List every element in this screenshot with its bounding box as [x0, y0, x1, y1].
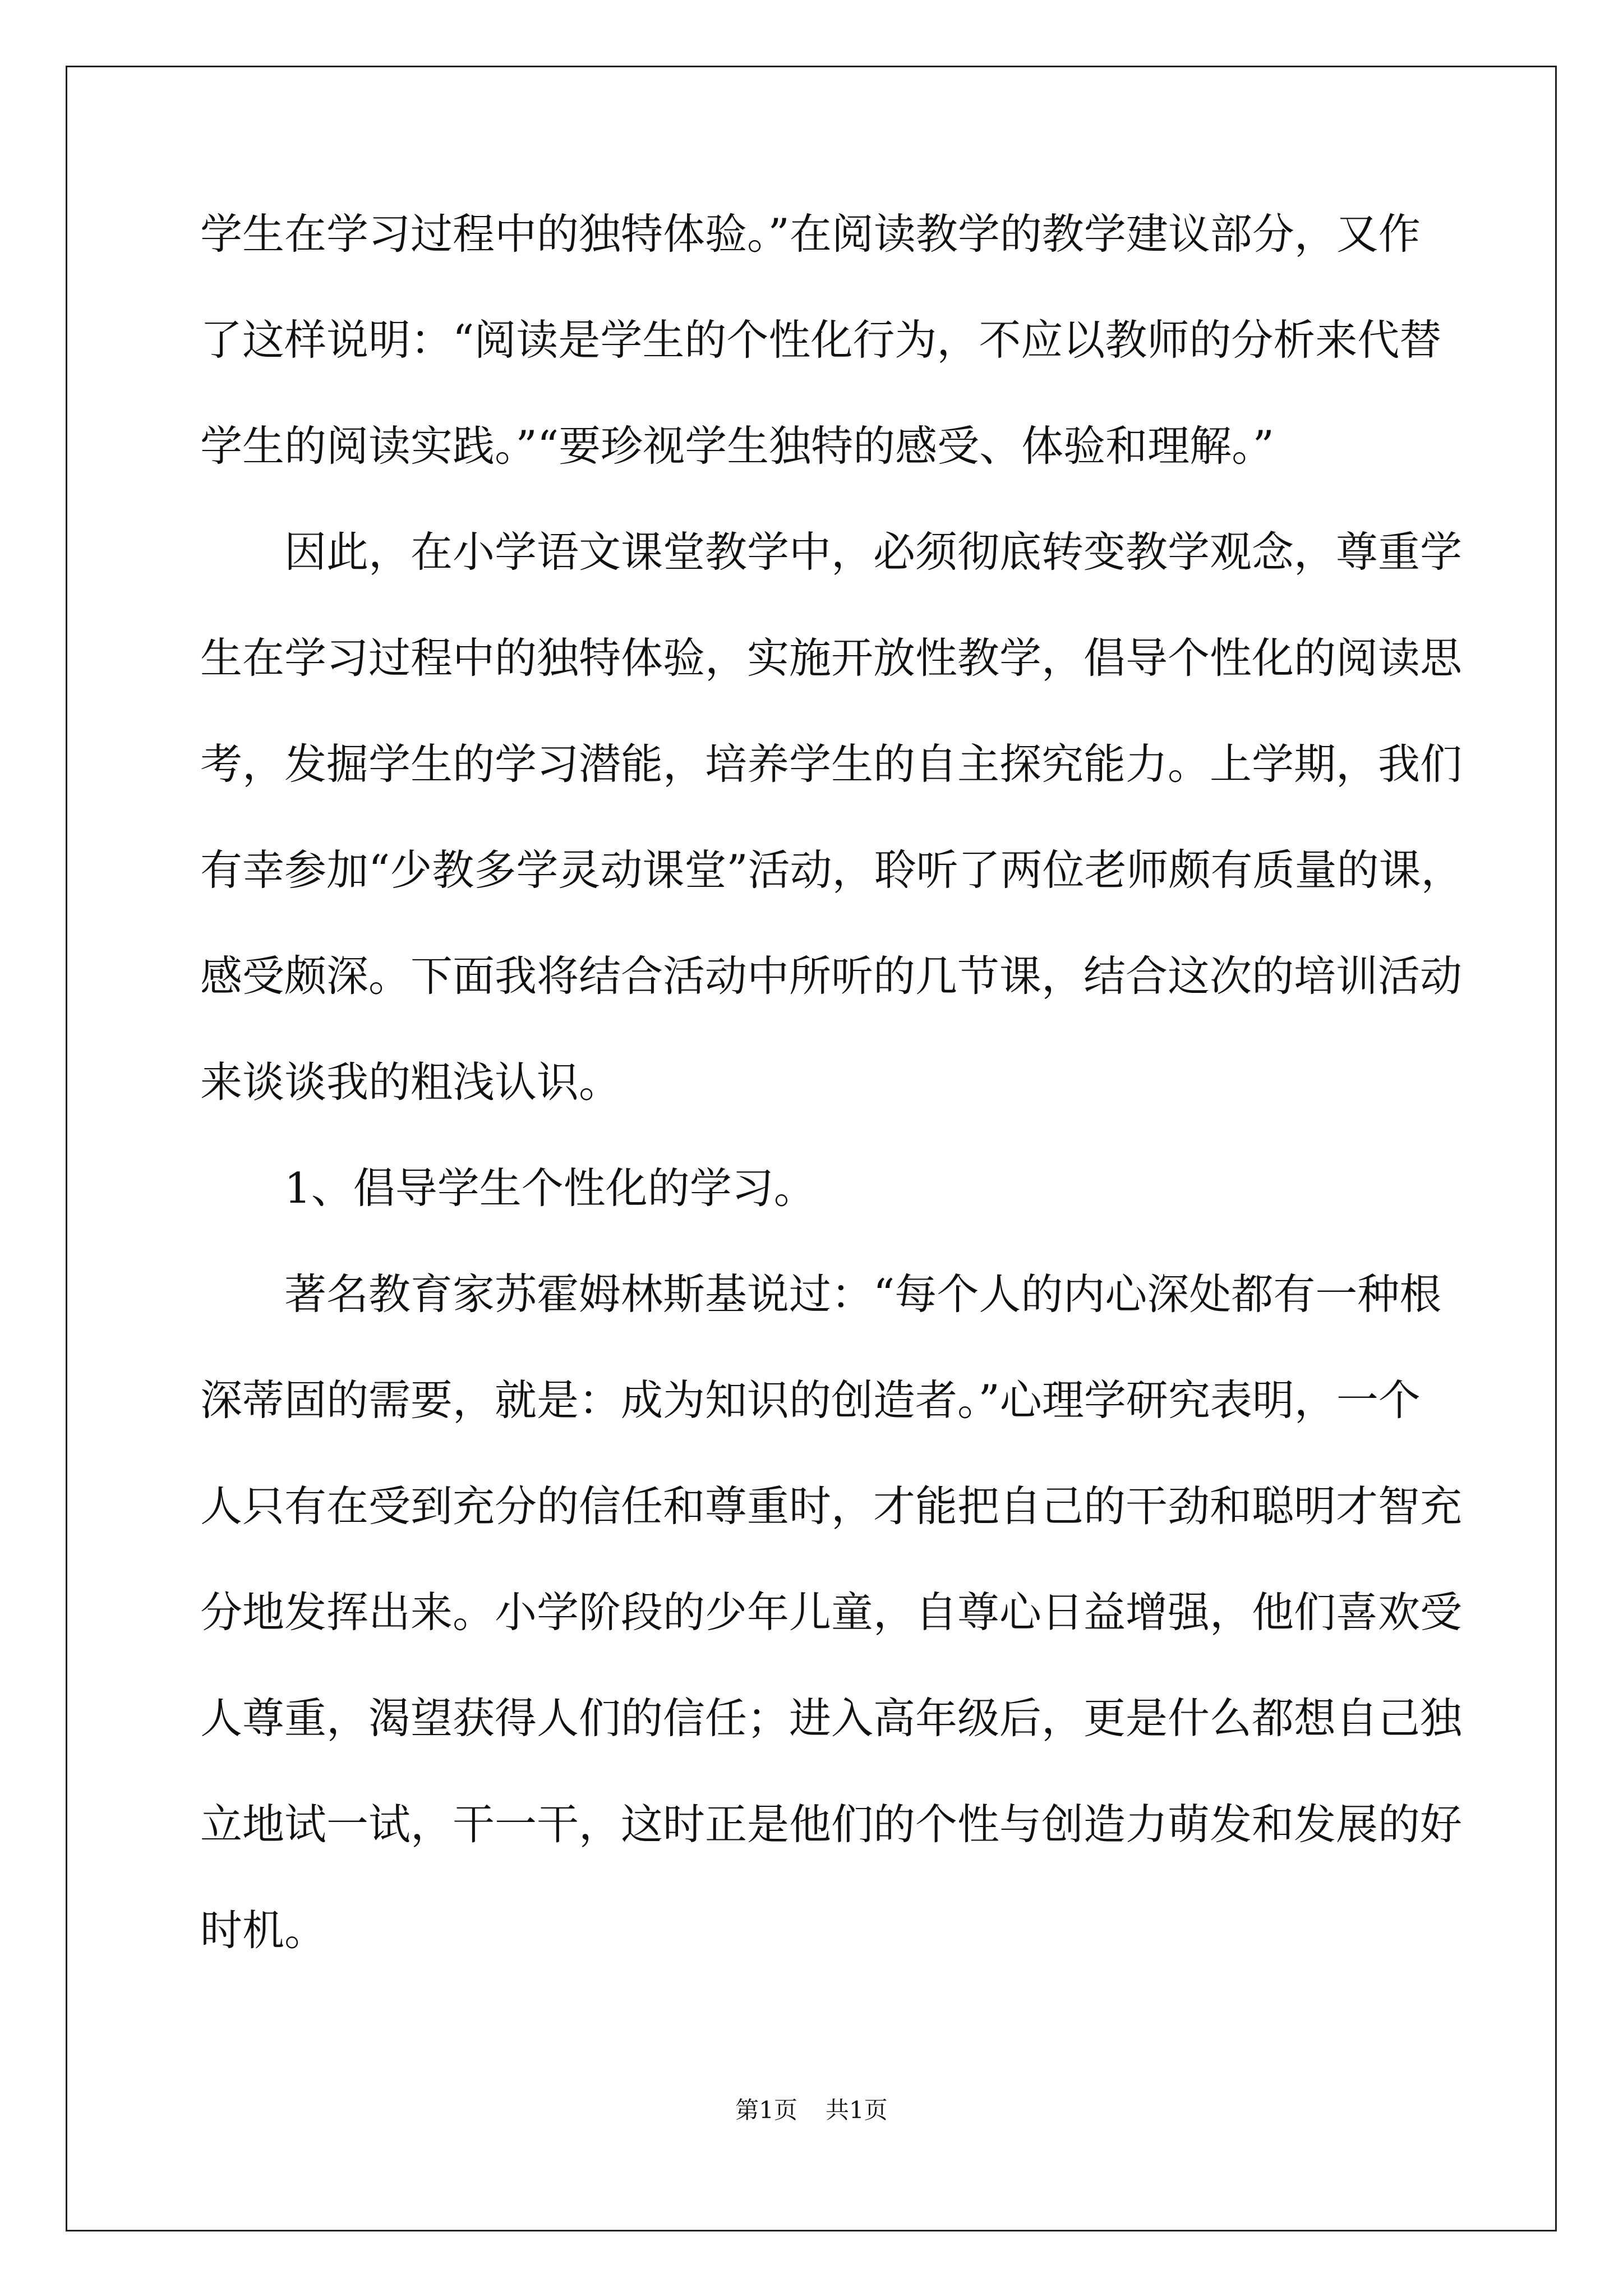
- paragraph-start-line: 著名教育家苏霍姆林斯基说过：“每个人的内心深处都有一种根: [284, 1269, 1442, 1319]
- text-line: 感受颇深。下面我将结合活动中所听的几节课，结合这次的培训活动: [200, 951, 1463, 1001]
- text-line: 人只有在受到充分的信任和尊重时，才能把自己的干劲和聪明才智充: [200, 1481, 1463, 1531]
- paragraph-start-line: 因此，在小学语文课堂教学中，必须彻底转变教学观念，尊重学: [284, 527, 1463, 577]
- page-number: 第1页: [735, 2096, 797, 2124]
- text-line: 学生的阅读实践。”“要珍视学生独特的感受、体验和理解。”: [200, 421, 1275, 471]
- text-line: 分地发挥出来。小学阶段的少年儿童，自尊心日益增强，他们喜欢受: [200, 1588, 1463, 1637]
- text-line: 了这样说明：“阅读是学生的个性化行为，不应以教师的分析来代替: [200, 315, 1442, 365]
- text-line: 有幸参加“少教多学灵动课堂”活动，聆听了两位老师颇有质量的课，: [200, 845, 1463, 895]
- text-line: 人尊重，渴望获得人们的信任；进入高年级后，更是什么都想自己独: [200, 1694, 1463, 1743]
- text-line: 时机。: [200, 1906, 327, 1955]
- page-footer: [0, 2095, 1623, 2126]
- text-line: 生在学习过程中的独特体验，实施开放性教学，倡导个性化的阅读思: [200, 633, 1463, 683]
- page-total: 共1页: [826, 2096, 888, 2124]
- text-line: 立地试一试，干一干，这时正是他们的个性与创造力萌发和发展的好: [200, 1800, 1463, 1849]
- text-line: 考，发掘学生的学习潜能，培养学生的自主探究能力。上学期，我们: [200, 739, 1463, 789]
- text-line: 学生在学习过程中的独特体验。”在阅读教学的教学建议部分，又作: [200, 209, 1421, 259]
- section-heading: 1、倡导学生个性化的学习。: [284, 1163, 816, 1213]
- text-line: 深蒂固的需要，就是：成为知识的创造者。”心理学研究表明，一个: [200, 1375, 1421, 1425]
- text-line: 来谈谈我的粗浅认识。: [200, 1057, 621, 1107]
